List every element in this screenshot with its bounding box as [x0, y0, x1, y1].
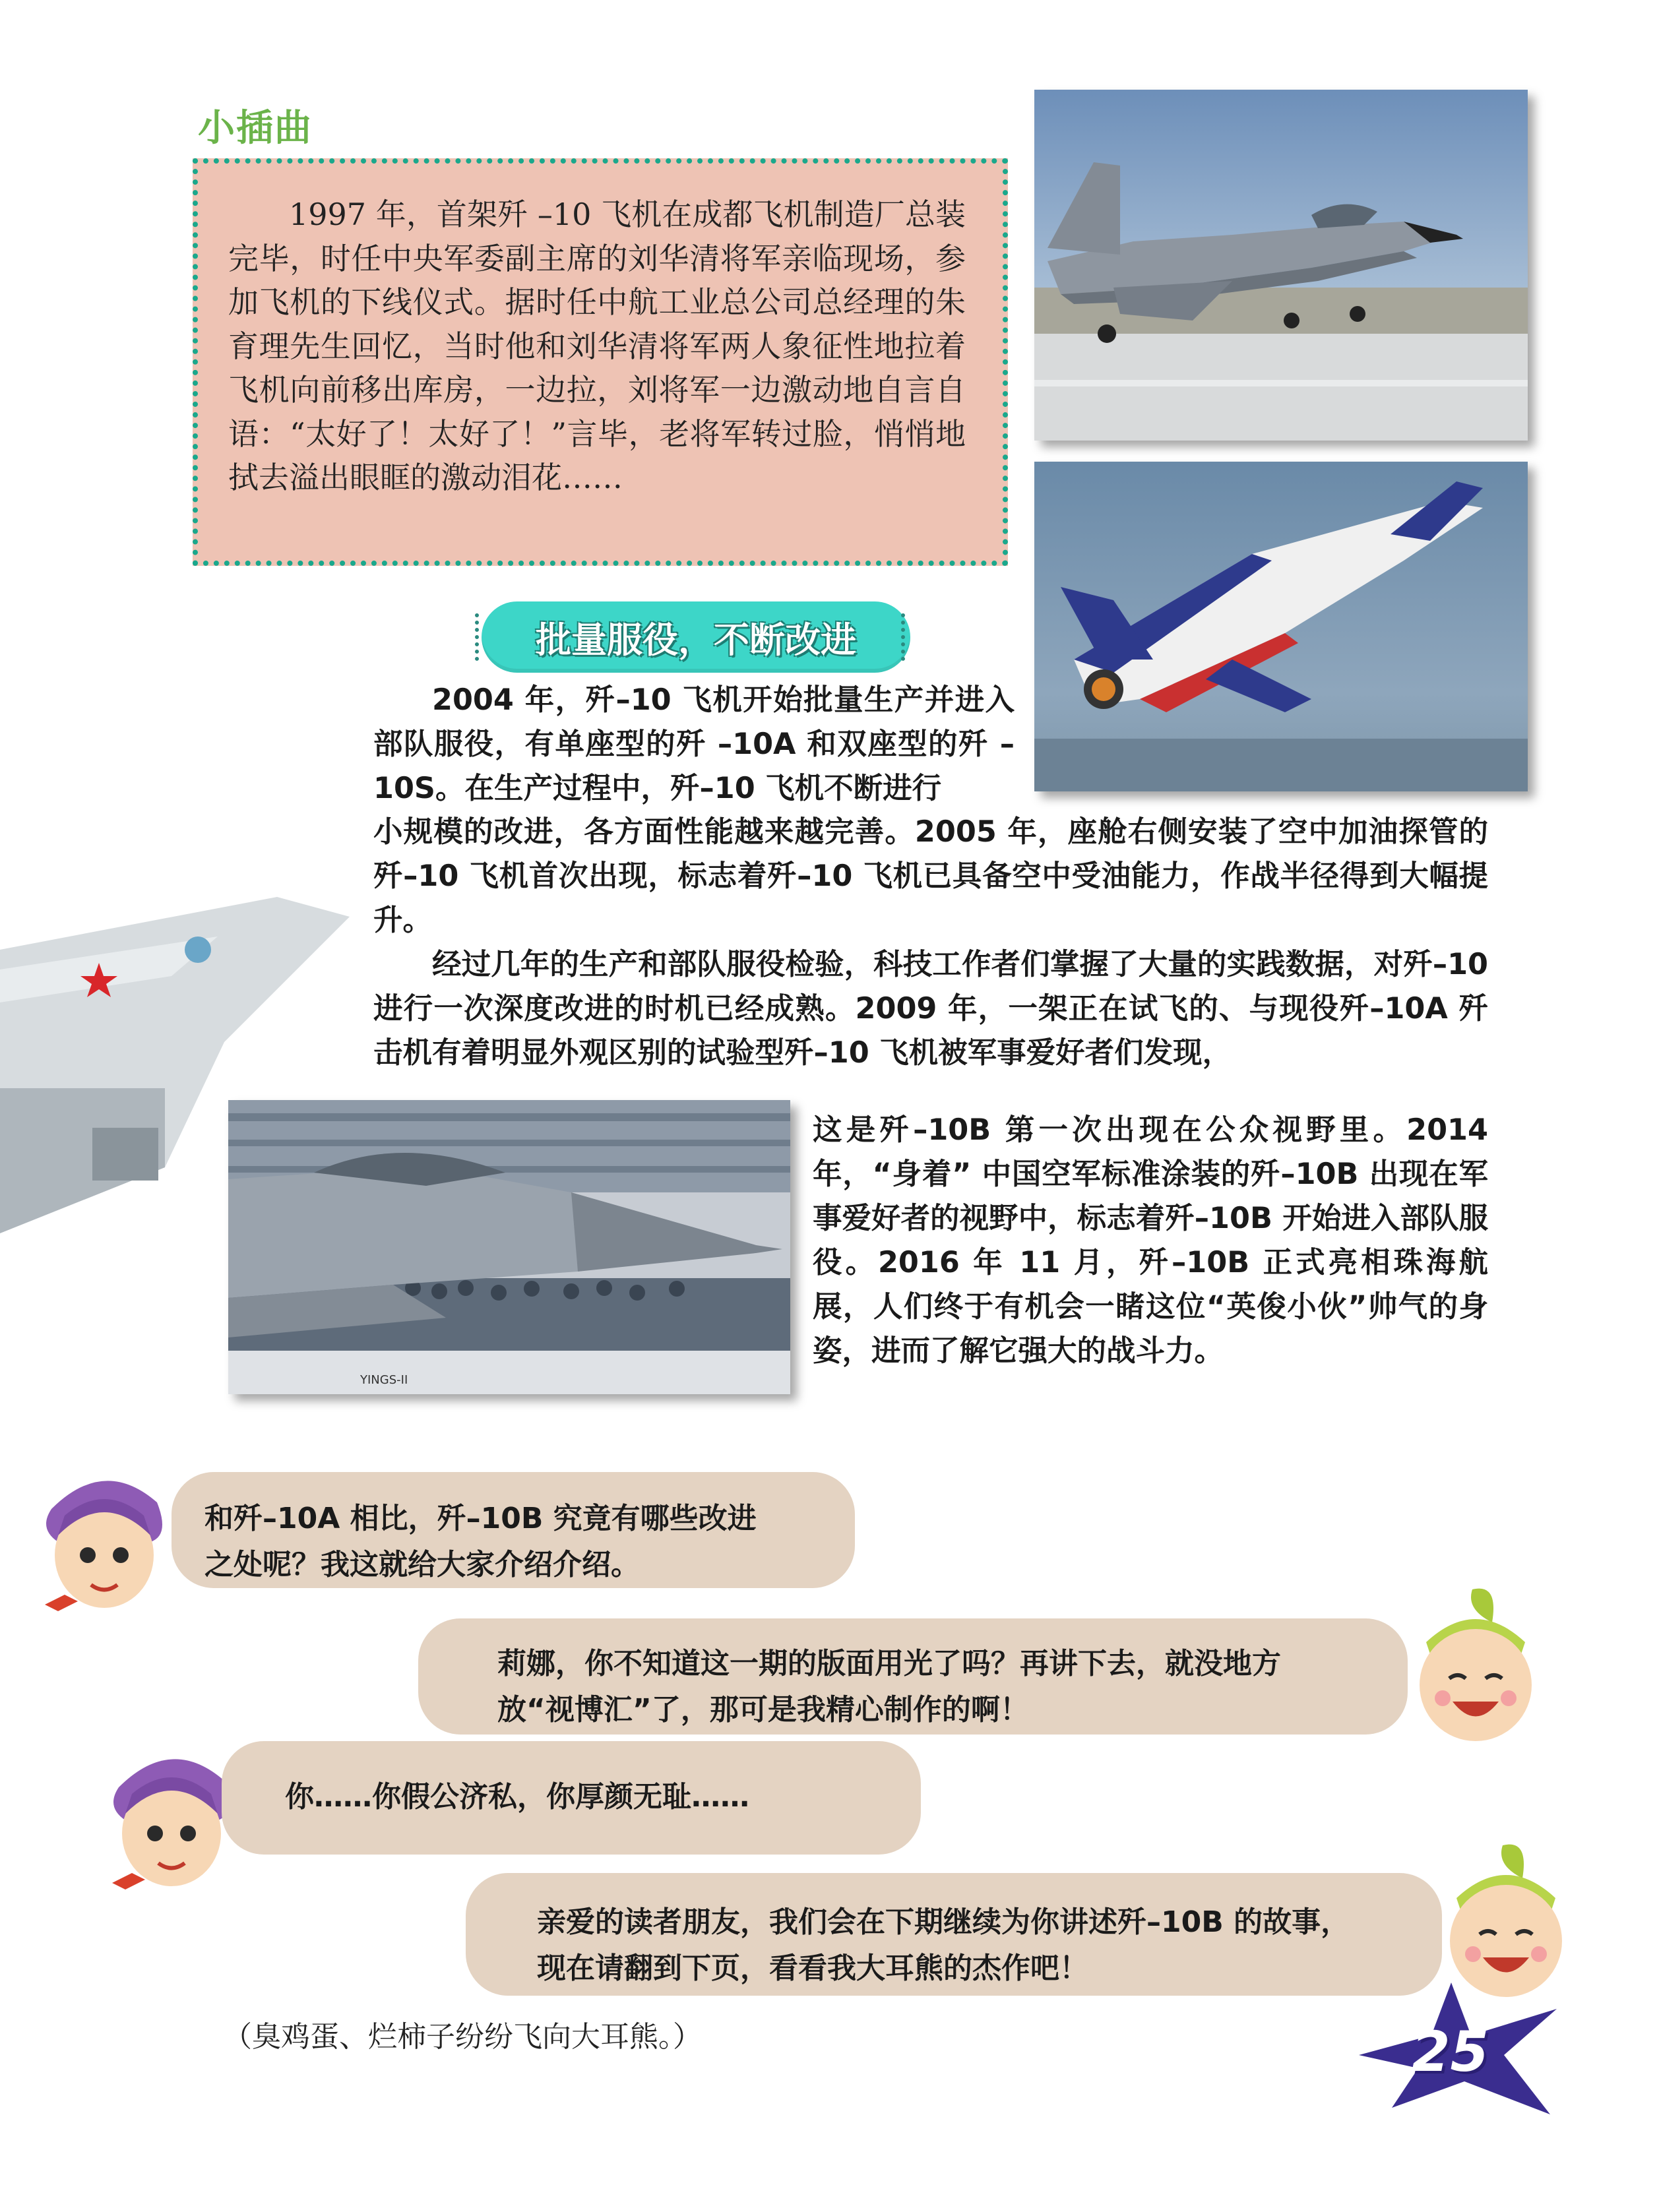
tail-fin-illustration: [0, 890, 356, 1233]
speech-bubble-3: [222, 1741, 921, 1855]
caption-text: （臭鸡蛋、烂柿子纷纷飞向大耳熊。）: [223, 2020, 702, 2054]
section-heading-pill: [482, 601, 910, 673]
section-heading: 批量服役，不断改进: [536, 619, 856, 661]
sidebar-heading: 小插曲: [198, 107, 313, 150]
paragraph-text: 这是歼–10B 第一次出现在公众视野里。2014 年，“身着” 中国空军标准涂装的歼–10B 出现在军事爱好者的视野中，标志着歼–10B 开始进入部队服役。2016 年 11 月，歼–10B 正式亮相珠海航展，人们终于有机会一睹这位“英俊小伙”帅气的身姿，进而了解它强大的战斗力。: [813, 1113, 1488, 1368]
bubble-line: 你……你假公济私，你厚颜无耻……: [285, 1780, 749, 1814]
bubble-line: 莉娜，你不知道这一期的版面用光了吗？再讲下去，就没地方: [497, 1647, 1281, 1680]
anecdote-text: 1997 年，首架歼 –10 飞机在成都飞机制造厂总装完毕，时任中央军委副主席的刘华清将军亲临现场，参加飞机的下线仪式。据时任中航工业总公司总经理的朱育理先生回忆，当时他和刘华清将军两人象征性地拉着飞机向前移出库房，一边拉，刘将军一边激动地自言自语：“太好了！太好了！”言毕，老将军转过脸，悄悄地拭去溢出眼眶的激动泪花……: [228, 197, 966, 495]
girl-character-icon: [32, 1463, 177, 1614]
paragraph-text: 小规模的改进，各方面性能越来越完善。2005 年，座舱右侧安装了空中加油探管的歼–10 飞机首次出现，标志着歼–10 飞机已具备空中受油能力，作战半径得到大幅提升。: [373, 815, 1488, 937]
paragraph-text: 2004 年，歼–10 飞机开始批量生产并进入部队服役，有单座型的歼 –10A 和双座型的歼 –10S。在生产过程中，歼–10 飞机不断进行: [373, 683, 1015, 805]
body-paragraph-1a: [373, 678, 1015, 811]
photo-jet-climbing: [1034, 462, 1528, 791]
boy-character-icon: [1400, 1583, 1551, 1748]
speech-bubble-1: [172, 1472, 855, 1588]
speech-bubble-2: [418, 1618, 1408, 1735]
photo-jet-runway: [1034, 90, 1528, 441]
photo-label: YINGS-II: [360, 1373, 408, 1387]
body-paragraph-2b: [813, 1108, 1488, 1373]
bubble-line: 之处呢？我这就给大家介绍介绍。: [204, 1548, 640, 1582]
bubble-line: 亲爱的读者朋友，我们会在下期继续为你讲述歼–10B 的故事，: [537, 1905, 1350, 1939]
body-paragraph-1b: [373, 810, 1488, 1075]
anecdote-box: [193, 158, 1008, 566]
paragraph-text: 经过几年的生产和部队服役检验，科技工作者们掌握了大量的实践数据，对歼–10 进行一次深度改进的时机已经成熟。2009 年，一架正在试飞的、与现役歼–10A 歼击机有着明显外观区别的试验型歼–10 飞机被军事爱好者们发现，: [373, 948, 1488, 1070]
bubble-line: 和歼–10A 相比，歼–10B 究竟有哪些改进: [204, 1502, 757, 1535]
page-number: 25: [1412, 2019, 1489, 2084]
bubble-line: 现在请翻到下页，看看我大耳熊的杰作吧！: [537, 1951, 1088, 1985]
bubble-line: 放“视博汇”了，那可是我精心制作的啊！: [497, 1693, 1029, 1727]
speech-bubble-4: [466, 1873, 1442, 1996]
